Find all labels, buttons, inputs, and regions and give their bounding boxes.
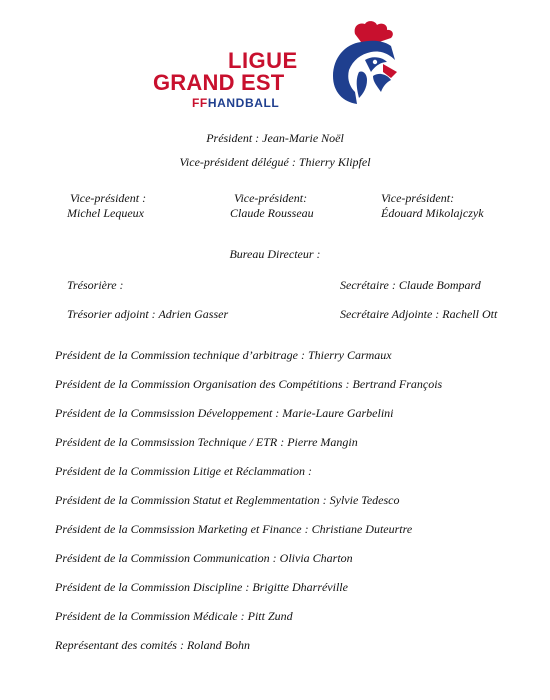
bureau-directeur-heading: Bureau Directeur : (229, 247, 321, 261)
logo-ff: FF (192, 96, 208, 110)
commission-developpement: Président de la Commsission Développement : Marie-Laure Garbelini (55, 406, 394, 420)
ligue-logo (150, 18, 400, 108)
commission-discipline: Président de la Commission Discipline : Brigitte Dharréville (55, 580, 348, 594)
secretaire-adjointe-line: Secrétaire Adjointe : Rachell Ott (340, 307, 498, 321)
logo-line-ligue: LIGUE (228, 48, 298, 73)
president-line: Président : Jean-Marie Noël (206, 131, 344, 145)
rooster-head-icon (325, 20, 399, 106)
vice-president-3-title: Vice-président: (381, 191, 455, 205)
commission-marketing: Président de la Commsission Marketing et Finance : Christiane Duteurtre (55, 522, 413, 536)
secretaire-line: Secrétaire : Claude Bompard (340, 278, 481, 292)
tresoriere-line: Trésorière : (67, 278, 124, 292)
logo-line-grand-est: GRAND EST (153, 70, 285, 95)
vice-president-3-name: Édouard Mikolajczyk (381, 206, 484, 220)
commission-communication: Président de la Commission Communication : Olivia Charton (55, 551, 353, 565)
vice-president-1-name: Michel Lequeux (67, 206, 144, 220)
vice-president-delegue-line: Vice-président délégué : Thierry Klipfel (179, 155, 371, 169)
commission-medicale: Président de la Commission Médicale : Pitt Zund (55, 609, 293, 623)
tresorier-adjoint-line: Trésorier adjoint : Adrien Gasser (67, 307, 229, 321)
representant-comites: Représentant des comités : Roland Bohn (55, 638, 250, 652)
commission-technique-etr: Président de la Commsission Technique / ETR : Pierre Mangin (55, 435, 358, 449)
commission-statut: Président de la Commission Statut et Reglemmentation : Sylvie Tedesco (55, 493, 400, 507)
commission-litige: Président de la Commission Litige et Réclammation : (55, 464, 312, 478)
vice-president-1-title: Vice-président : (70, 191, 147, 205)
commission-arbitrage: Président de la Commission technique d’arbitrage : Thierry Carmaux (55, 348, 392, 362)
commission-competitions: Président de la Commission Organisation des Compétitions : Bertrand François (55, 377, 443, 391)
vice-president-2-title: Vice-président: (234, 191, 308, 205)
vice-president-2-name: Claude Rousseau (230, 206, 314, 220)
logo-handball: HANDBALL (207, 96, 280, 110)
logo-line-ffhandball (192, 96, 279, 110)
